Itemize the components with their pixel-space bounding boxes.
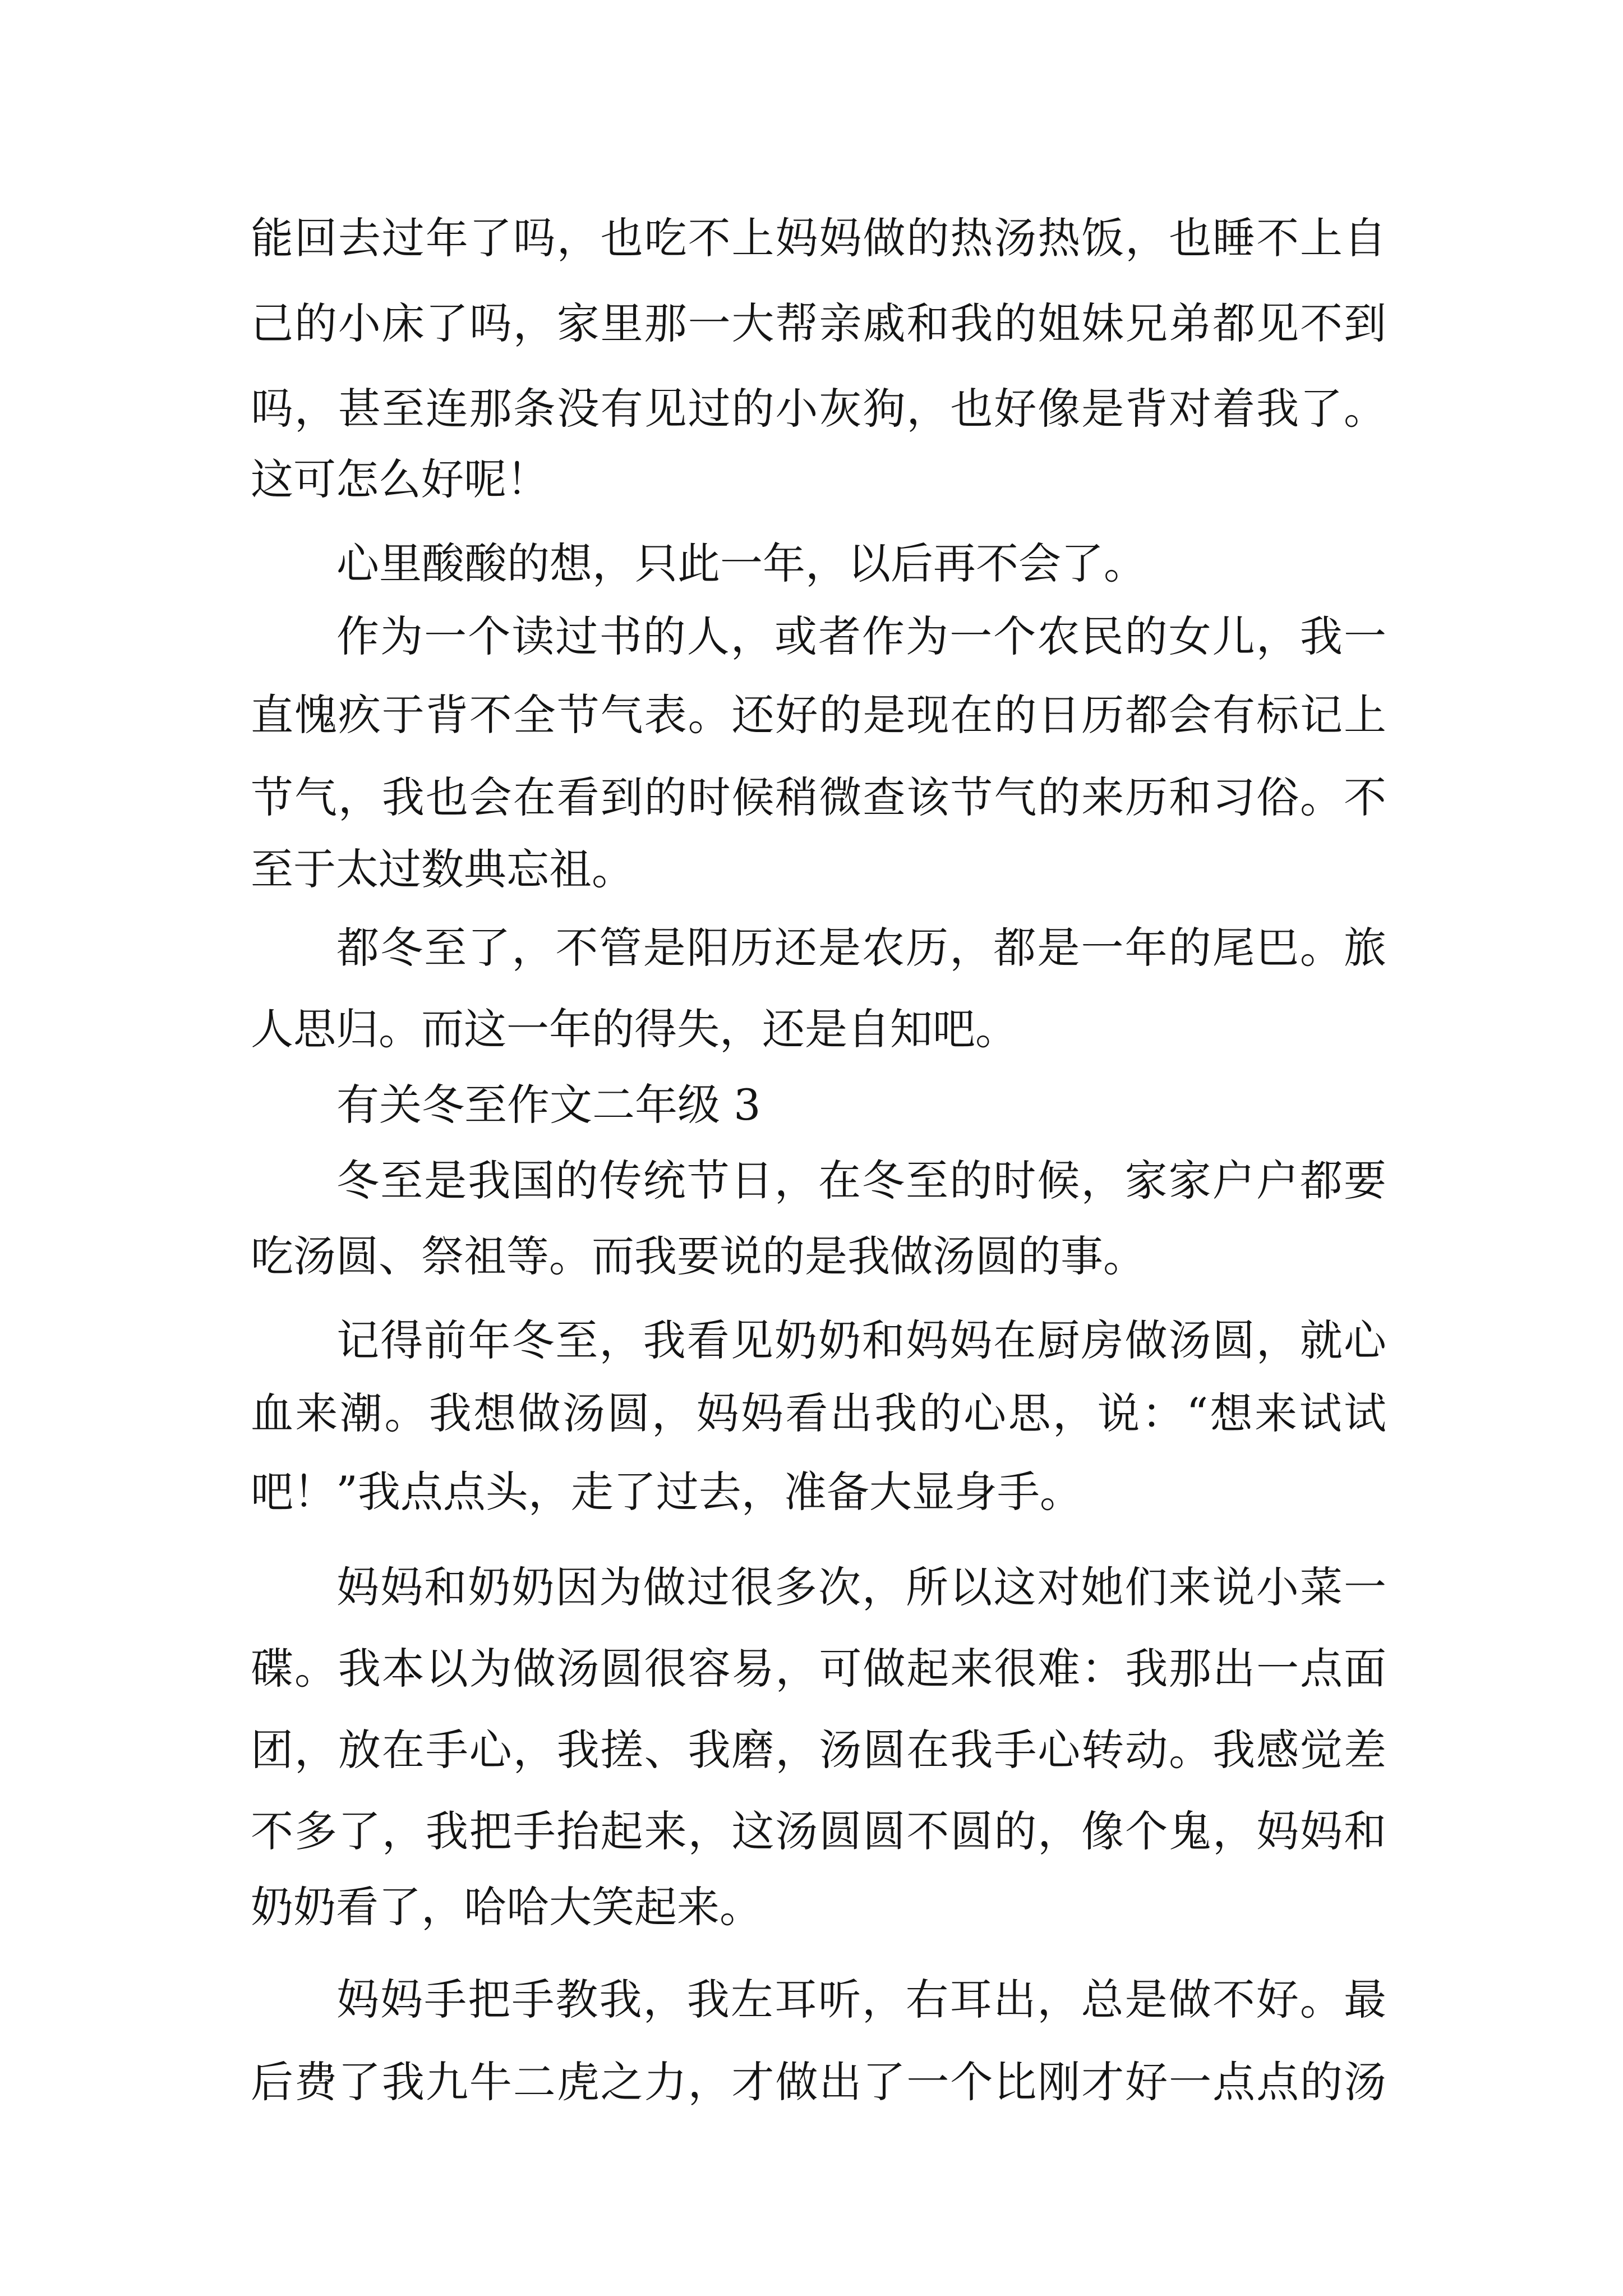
paragraph-first-line: 妈妈和奶奶因为做过很多次，所以这对她们来说小菜一: [336, 1562, 1386, 1612]
text-line: 能回去过年了吗，也吃不上妈妈做的热汤热饭，也睡不上自: [251, 213, 1386, 263]
paragraph-first-line: 作为一个读过书的人，或者作为一个农民的女儿，我一: [336, 611, 1386, 661]
text-line: 碟。我本以为做汤圆很容易，可做起来很难：我那出一点面: [251, 1644, 1386, 1694]
text-line: 己的小床了吗，家里那一大帮亲戚和我的姐妹兄弟都见不到: [251, 298, 1386, 348]
section-heading: 有关冬至作文二年级 3: [336, 1080, 761, 1130]
text-line: 团，放在手心，我搓、我磨，汤圆在我手心转动。我感觉差: [251, 1725, 1386, 1775]
text-line: 这可怎么好呢！: [251, 454, 549, 504]
text-line: 人思归。而这一年的得失，还是自知吧。: [251, 1004, 1018, 1054]
paragraph-first-line: 心里酸酸的想，只此一年，以后再不会了。: [336, 539, 1146, 588]
text-line: 至于太过数典忘祖。: [251, 844, 634, 894]
text-line: 不多了，我把手抬起来，这汤圆圆不圆的，像个鬼，妈妈和: [251, 1806, 1386, 1856]
text-line: 节气，我也会在看到的时候稍微查该节气的来历和习俗。不: [251, 772, 1386, 822]
text-line: 直愧疚于背不全节气表。还好的是现在的日历都会有标记上: [251, 690, 1386, 740]
text-line: 奶奶看了，哈哈大笑起来。: [251, 1882, 762, 1932]
paragraph-first-line: 冬至是我国的传统节日，在冬至的时候，家家户户都要: [336, 1156, 1386, 1205]
text-line: 后费了我九牛二虎之力，才做出了一个比刚才好一点点的汤: [251, 2057, 1386, 2107]
paragraph-first-line: 妈妈手把手教我，我左耳听，右耳出，总是做不好。最: [336, 1975, 1386, 2024]
text-line: 吧！”我点点头，走了过去，准备大显身手。: [251, 1467, 1082, 1517]
paragraph-first-line: 记得前年冬至，我看见奶奶和妈妈在厨房做汤圆，就心: [336, 1315, 1386, 1365]
text-line: 吃汤圆、祭祖等。而我要说的是我做汤圆的事。: [251, 1231, 1146, 1281]
text-line: 吗，甚至连那条没有见过的小灰狗，也好像是背对着我了。: [251, 384, 1386, 434]
text-line: 血来潮。我想做汤圆，妈妈看出我的心思，说：“想来试试: [251, 1388, 1386, 1438]
paragraph-first-line: 都冬至了，不管是阳历还是农历，都是一年的尾巴。旅: [336, 923, 1386, 973]
